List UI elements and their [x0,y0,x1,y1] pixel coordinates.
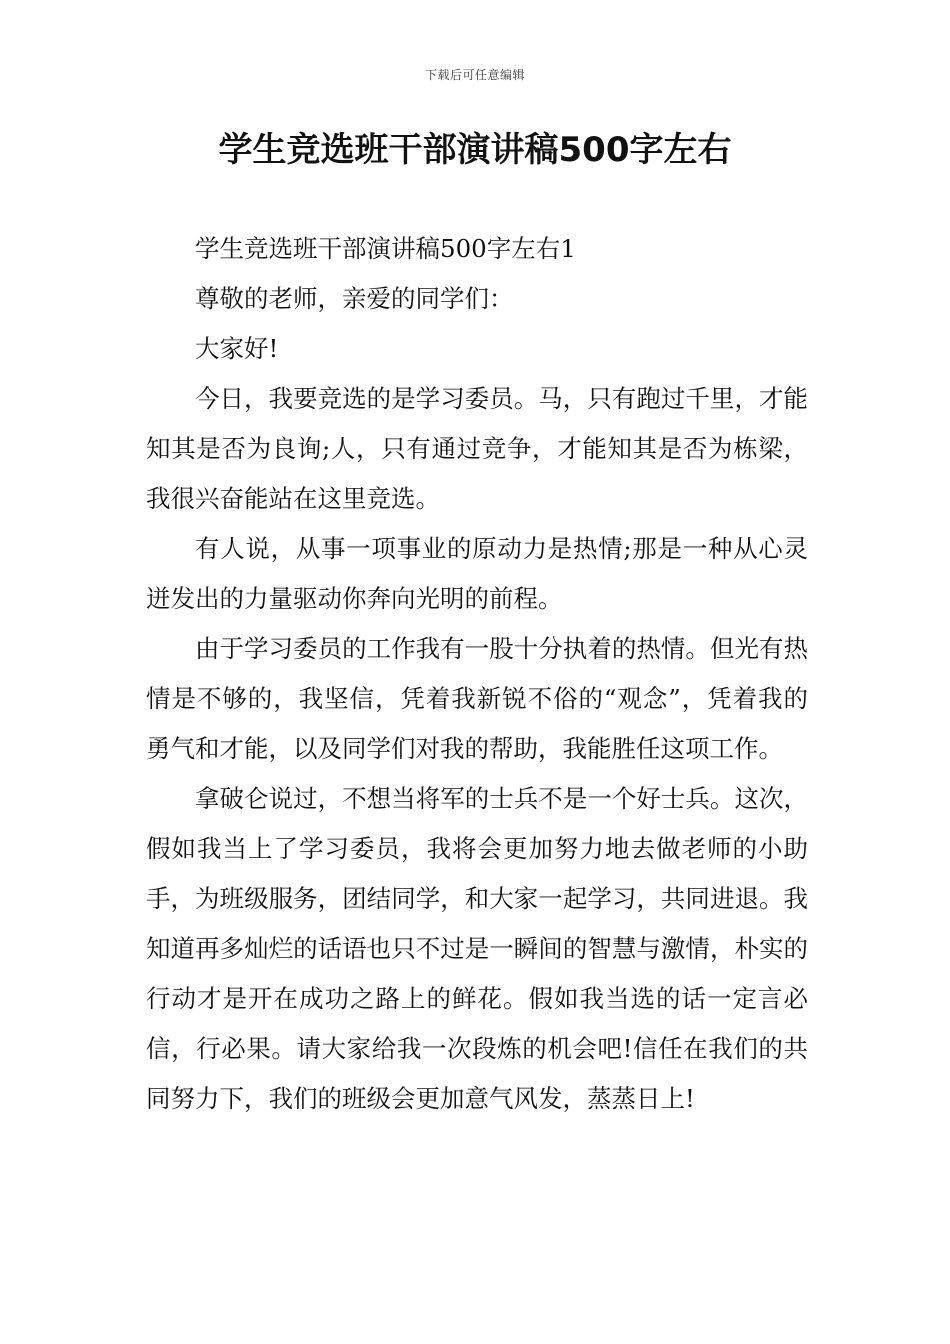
header-note: 下载后可任意编辑 [424,68,525,82]
paragraph-confidence: 由于学习委员的工作我有一股十分执着的热情。但光有热情是不够的，我坚信，凭着我新锐不俗的“观念”，凭着我的勇气和才能，以及同学们对我的帮助，我能胜任这项工作。 [146,634,808,763]
paragraph-passion: 有人说，从事一项事业的原动力是热情;那是一种从心灵迸发出的力量驱动你奔向光明的前程。 [146,534,808,613]
document-body [146,224,808,1124]
greeting: 大家好! [195,334,279,363]
salutation: 尊敬的老师，亲爱的同学们： [195,284,514,313]
paragraph-pledge: 拿破仑说过，不想当将军的士兵不是一个好士兵。这次，假如我当上了学习委员，我将会更加努力地去做老师的小助手，为班级服务，团结同学，和大家一起学习，共同进退。我知道再多灿烂的话语也只不过是一瞬间的智慧与激情，朴实的行动才是开在成功之路上的鲜花。假如我当选的话一定言必信，行必果。请大家给我一次段炼的机会吧!信任在我们的共同努力下，我们的班级会更加意气风发，蒸蒸日上! [146,784,808,1113]
document-title: 学生竞选班干部演讲稿500字左右 [218,130,732,170]
section-heading: 学生竞选班干部演讲稿500字左右1 [195,234,576,263]
paragraph-intro: 今日，我要竞选的是学习委员。马，只有跑过千里，才能知其是否为良询;人，只有通过竞争，才能知其是否为栋梁，我很兴奋能站在这里竞选。 [146,384,808,513]
